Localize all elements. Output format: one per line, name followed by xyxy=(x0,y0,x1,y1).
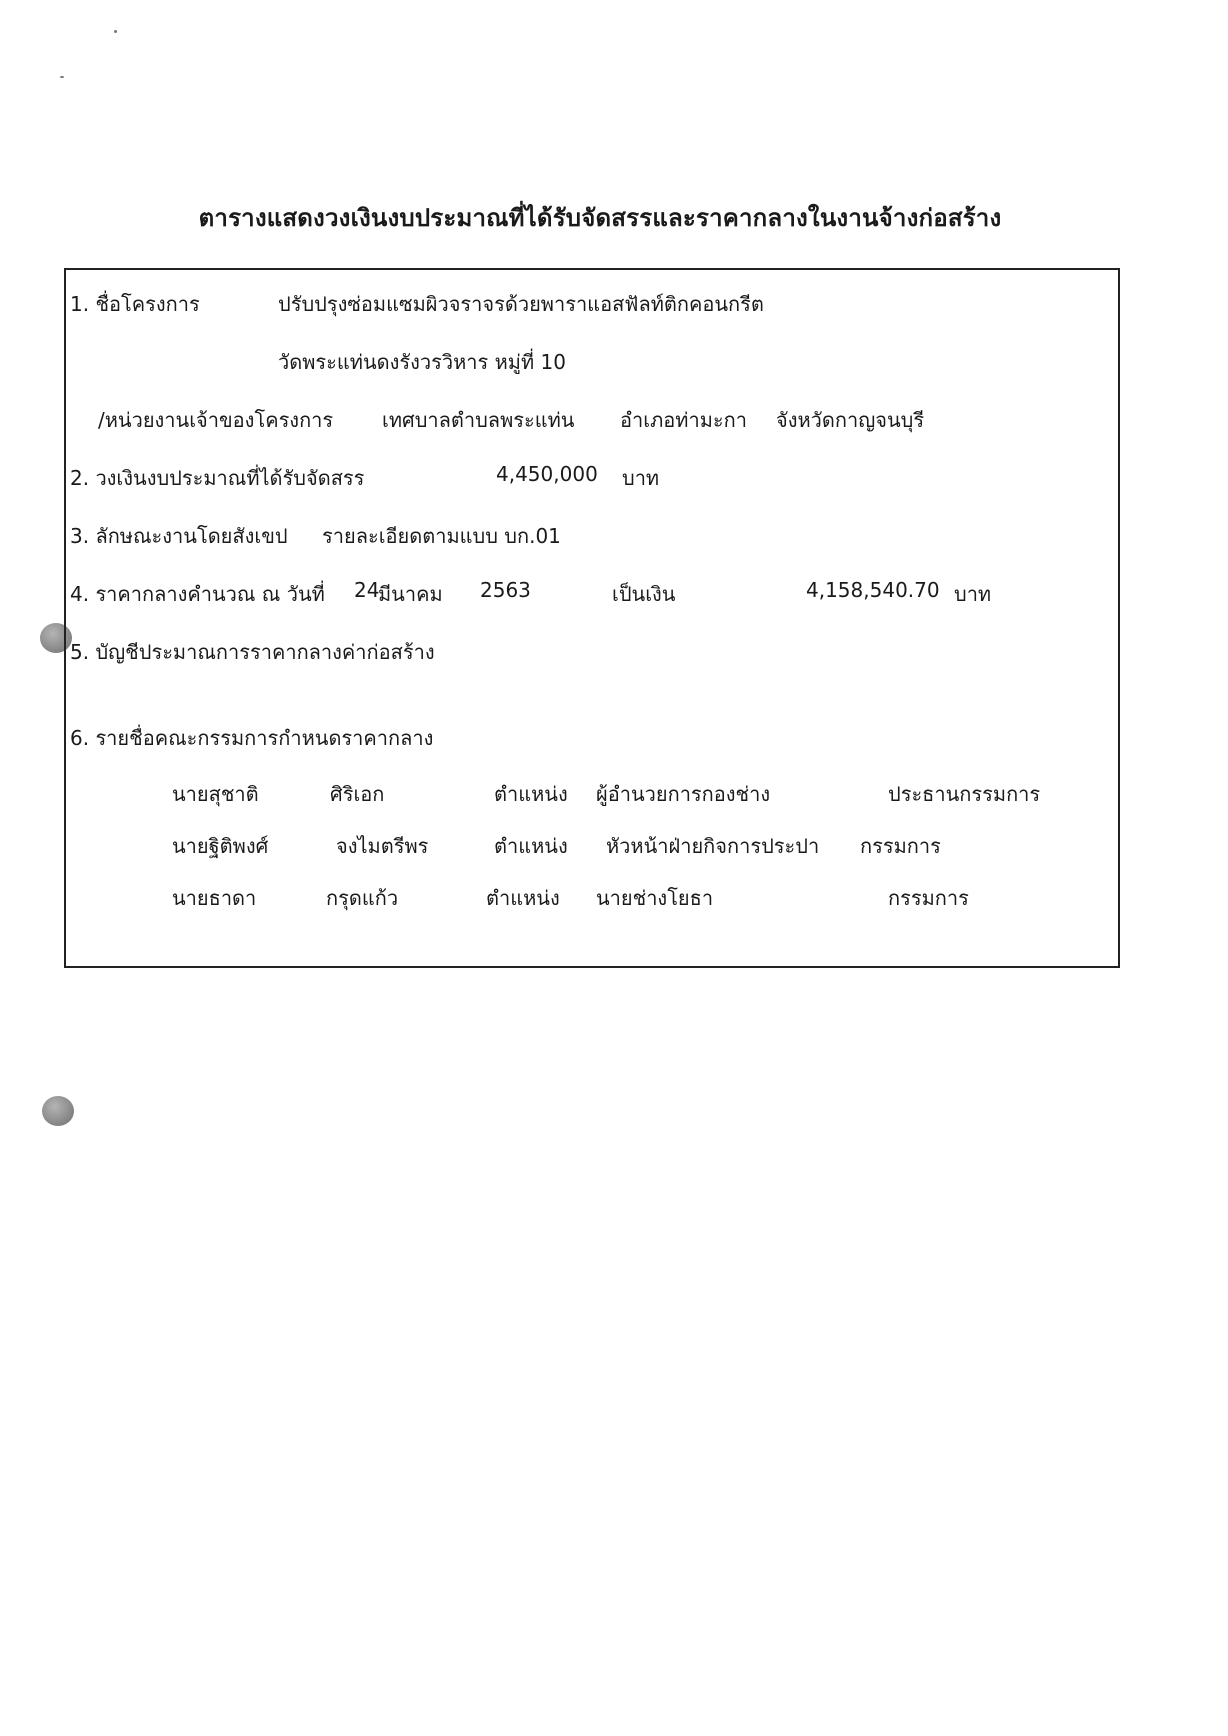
work-label: 3. ลักษณะงานโดยสังเขป xyxy=(70,524,288,548)
member-position-word: ตำแหน่ง xyxy=(494,782,568,806)
scan-speck xyxy=(60,76,64,78)
owner-org: เทศบาลตำบลพระแท่น xyxy=(382,408,575,432)
member-job: หัวหน้าฝ่ายกิจการประปา xyxy=(606,834,820,858)
median-price-day: 24 xyxy=(354,578,380,602)
owner-row xyxy=(98,404,333,436)
member-last-name: ศิริเอก xyxy=(330,782,385,806)
project-name-line2: วัดพระแท่นดงรังวรวิหาร หมู่ที่ 10 xyxy=(278,350,566,374)
median-price-unit: บาท xyxy=(954,582,992,606)
member-job: ผู้อำนวยการกองช่าง xyxy=(596,782,771,806)
project-label: 1. ชื่อโครงการ xyxy=(70,292,200,316)
member-role: ประธานกรรมการ xyxy=(888,782,1041,806)
member-role: กรรมการ xyxy=(860,834,941,858)
member-first-name: นายฐิติพงศ์ xyxy=(172,834,269,858)
member-position-word: ตำแหน่ง xyxy=(494,834,568,858)
work-detail: รายละเอียดตามแบบ บก.01 xyxy=(322,524,561,548)
member-first-name: นายธาดา xyxy=(172,886,257,910)
median-price-label: 4. ราคากลางคำนวณ ณ วันที่ xyxy=(70,582,325,606)
median-price-amount: 4,158,540.70 xyxy=(806,578,940,602)
punch-hole-bottom xyxy=(42,1096,74,1126)
member-job: นายช่างโยธา xyxy=(596,886,714,910)
page-title: ตารางแสดงวงเงินงบประมาณที่ได้รับจัดสรรและราคากลางในงานจ้างก่อสร้าง xyxy=(198,204,1002,232)
owner-district: อำเภอท่ามะกา xyxy=(620,408,747,432)
budget-label: 2. วงเงินงบประมาณที่ได้รับจัดสรร xyxy=(70,466,365,490)
median-price-year: 2563 xyxy=(480,578,531,602)
member-position-word: ตำแหน่ง xyxy=(486,886,560,910)
owner-province: จังหวัดกาญจนบุรี xyxy=(776,408,925,432)
median-price-amount-label: เป็นเงิน xyxy=(612,582,676,606)
member-last-name: จงไมตรีพร xyxy=(336,834,429,858)
committee-label: 6. รายชื่อคณะกรรมการกำหนดราคากลาง xyxy=(70,726,434,750)
member-first-name: นายสุชาติ xyxy=(172,782,259,806)
member-last-name: กรุดแก้ว xyxy=(326,886,399,910)
scan-speck xyxy=(114,30,117,33)
project-row xyxy=(70,288,200,320)
owner-label: /หน่วยงานเจ้าของโครงการ xyxy=(98,408,334,432)
budget-unit: บาท xyxy=(622,466,660,490)
median-price-month: มีนาคม xyxy=(378,582,443,606)
estimate-label: 5. บัญชีประมาณการราคากลางค่าก่อสร้าง xyxy=(70,640,435,664)
member-role: กรรมการ xyxy=(888,886,969,910)
project-name-line1: ปรับปรุงซ่อมแซมผิวจราจรด้วยพาราแอสฟัลท์ติกคอนกรีต xyxy=(278,292,764,316)
project-info-box xyxy=(64,268,1120,968)
budget-amount: 4,450,000 xyxy=(496,462,598,486)
